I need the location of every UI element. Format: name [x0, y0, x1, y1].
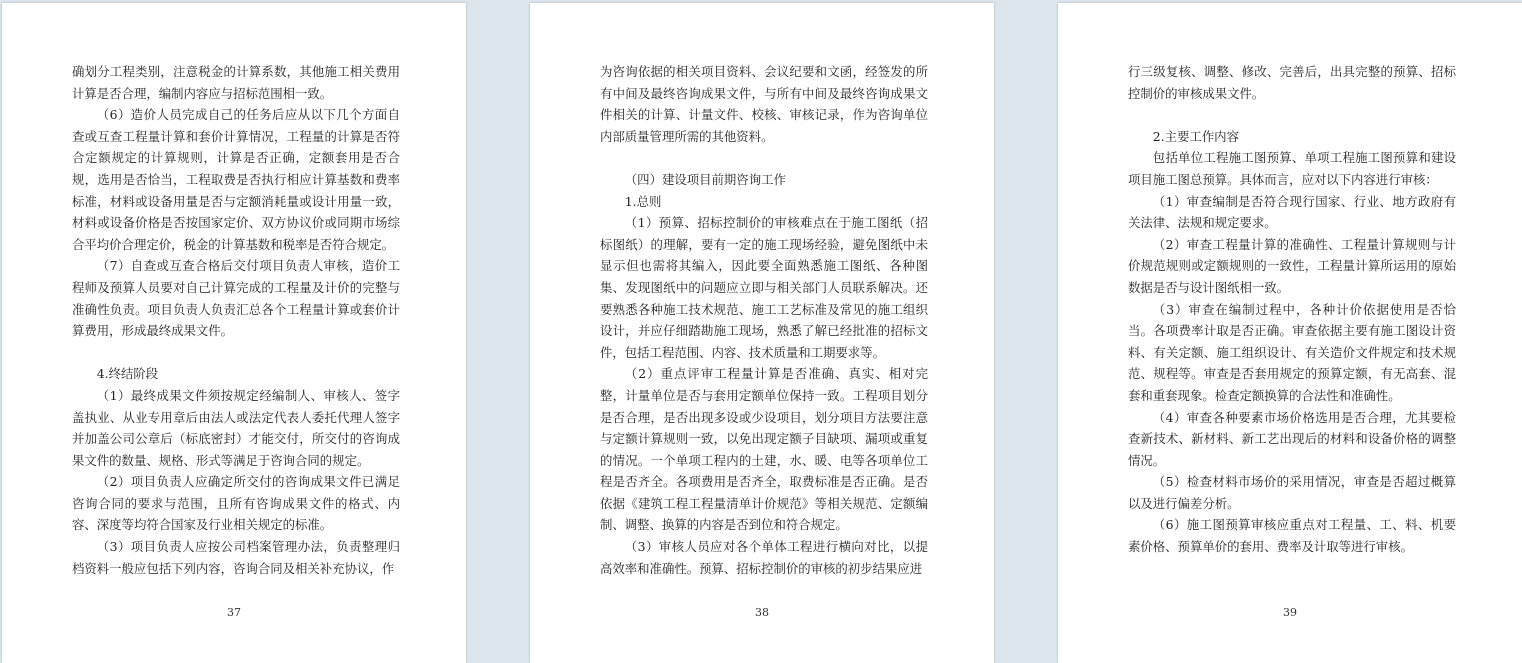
document-page-37: [2, 3, 466, 663]
body-paragraph: （5）检查材料市场价的采用情况，审查是否超过概算以及进行偏差分析。: [1128, 474, 1456, 511]
document-page-38: [530, 3, 994, 663]
body-paragraph: 为咨询依据的相关项目资料、会议纪要和文函，经签发的所有中间及最终咨询成果文件，与所有中间及最终咨询成果文件相关的计算、计量文件、校核、审核记录，作为咨询单位内部质量管理所需的其他资料。: [600, 64, 928, 144]
body-paragraph: （2）审查工程量计算的准确性、工程量计算规则与计价规范规则或定额规则的一致性，工程量计算所运用的原始数据是否与设计图纸相一致。: [1128, 236, 1456, 295]
body-paragraph: （3）审核人员应对各个单体工程进行横向对比，以提高效率和准确性。预算、招标控制价的审核的初步结果应进: [600, 539, 928, 576]
body-paragraph: （3）审查在编制过程中，各种计价依据使用是否恰当。各项费率计取是否正确。审查依据主要有施工图设计资料、有关定额、施工组织设计、有关造价文件规定和技术规范、规程等。审查是否套用规定的预算定额，有无高套、混套和重套现象。检查定额换算的合法性和准确性。: [1128, 301, 1456, 403]
body-paragraph: （1）预算、招标控制价的审核难点在于施工图纸（招标图纸）的理解，要有一定的施工现场经验，避免图纸中未显示但也需将其编入，因此要全面熟悉施工图纸、各种图集、发现图纸中的问题应立即与相关部门人员联系解决。还要熟悉各种施工技术规范、施工工艺标准及常见的施工组织设计，并应仔细踏勘施工现场，熟悉了解已经批准的招标文件，包括工程范围、内容、技术质量和工期要求等。: [600, 215, 928, 360]
body-paragraph: 包括单位工程施工图预算、单项工程施工图预算和建设项目施工图总预算。具体而言，应对以下内容进行审核：: [1128, 150, 1456, 187]
section-heading: 2.主要工作内容: [1152, 128, 1239, 144]
section-heading: 4.终结阶段: [96, 366, 159, 382]
body-paragraph: （6）造价人员完成自己的任务后应从以下几个方面自查或互查工程量计算和套价计算情况，工程量的计算是否符合定额规定的计算规则，计算是否正确，定额套用是否合规，选用是否恰当，工程取费是否执行相应计算基数和费率标准，材料或设备用量是否与定额消耗量或设计用量一致，材料或设备价格是否按国家定价、双方协议价或同期市场综合平均价合理定价，税金的计算基数和税率是否符合规定。: [72, 107, 400, 252]
body-paragraph: （1）最终成果文件须按规定经编制人、审核人、签字盖执业、从业专用章后由法人或法定代表人委托代理人签字并加盖公司公章后（标底密封）才能交付，所交付的咨询成果文件的数量、规格、形式等满足于咨询合同的规定。: [72, 387, 400, 468]
body-paragraph: （2）重点评审工程量计算是否准确、真实、相对完整，计量单位是否与套用定额单位保持一致。工程项目划分是否合理，是否出现多设或少设项目，划分项目方法要注意与定额计算规则一致，以免出现定额子目缺项、漏项或重复的情况。一个单项工程内的土建，水、暖、电等各项单位工程是否齐全。各项费用是否齐全，取费标准是否正确。是否依据《建筑工程工程量清单计价规范》等相关规范、定额编制、调整、换算的内容是否到位和符合规定。: [600, 366, 928, 533]
document-page-39: [1058, 3, 1522, 663]
body-paragraph: （6）施工图预算审核应重点对工程量、工、料、机要素价格、预算单价的套用、费率及计取等进行审核。: [1128, 517, 1456, 555]
page-number: 37: [227, 606, 241, 619]
page-body: [72, 61, 400, 579]
page-number: 38: [755, 606, 769, 619]
body-paragraph: （7）自查或互查合格后交付项目负责人审核，造价工程师及预算人员要对自己计算完成的工程量及计价的完整与准确性负责。项目负责人负责汇总各个工程量计算或套价计算费用，形成最终成果文件。: [72, 258, 400, 339]
body-paragraph: （3）项目负责人应按公司档案管理办法，负责整理归档资料一般应包括下列内容，咨询合同及相关补充协议，作: [72, 539, 400, 576]
section-heading: （四）建设项目前期咨询工作: [624, 171, 786, 187]
body-paragraph: （4）审查各种要素市场价格选用是否合理，尤其要检查新技术、新材料、新工艺出现后的材料和设备价格的调整情况。: [1128, 409, 1456, 468]
body-paragraph: 确划分工程类别，注意税金的计算系数，其他施工相关费用计算是否合理，编制内容应与招标范围相一致。: [72, 64, 400, 101]
page-body: [600, 61, 928, 579]
page-number: 39: [1283, 606, 1297, 619]
section-heading: 1.总则: [624, 193, 662, 209]
body-paragraph: 行三级复核、调整、修改、完善后，出具完整的预算、招标控制价的审核成果文件。: [1128, 64, 1456, 101]
page-body: [1128, 61, 1456, 558]
body-paragraph: （2）项目负责人应确定所交付的咨询成果文件已满足咨询合同的要求与范围，且所有咨询成果文件的格式、内容、深度等均符合国家及行业相关规定的标准。: [72, 474, 400, 533]
body-paragraph: （1）审查编制是否符合现行国家、行业、地方政府有关法律、法规和规定要求。: [1128, 193, 1456, 231]
